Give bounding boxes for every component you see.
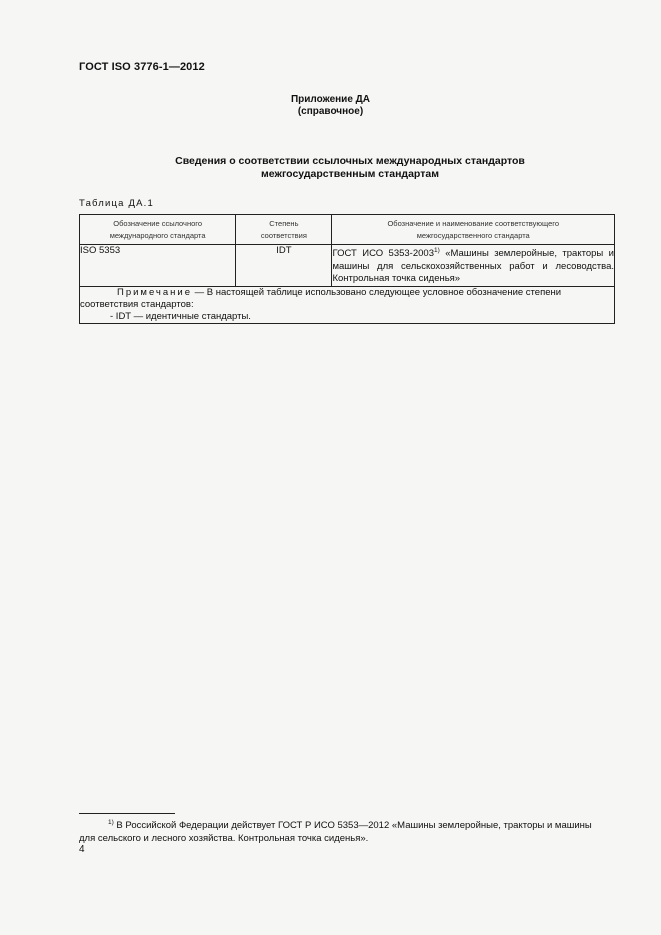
table-note [80, 286, 615, 323]
footnote-separator [79, 813, 175, 814]
page-number: 4 [79, 844, 85, 855]
table-caption: Таблица ДА.1 [79, 198, 154, 209]
header-line: международного стандарта [109, 230, 206, 240]
standard-designation: ГОСТ ISO 3776-1—2012 [79, 61, 205, 73]
footnote [79, 816, 615, 845]
table-header-row [80, 215, 615, 245]
note-text [80, 287, 614, 311]
header-line: Обозначение ссылочного [113, 218, 203, 228]
annex-title: Приложение ДА [290, 94, 371, 105]
note-label: Примечание [117, 286, 192, 298]
cell-degree: IDT [236, 245, 332, 287]
header-international-standard [80, 215, 236, 245]
footnote-text: В Российской Федерации действует ГОСТ Р ИСО 5353—2012 «Машины землеройные, тракторы и машины [113, 820, 592, 832]
footnote-mark[interactable]: 1) [433, 247, 440, 254]
header-interstate-standard [332, 215, 615, 245]
header-line: Обозначение и наименование соответствующего [387, 218, 559, 228]
cell-gost-designation [332, 245, 615, 287]
note-item: - IDT — идентичные стандарты. [110, 310, 251, 322]
header-degree [236, 215, 332, 245]
header-line: межгосударственного стандарта [416, 230, 530, 240]
table-note-row [80, 286, 615, 323]
footnote-line1 [79, 816, 615, 832]
annex-subtitle: (справочное) [297, 106, 364, 117]
section-heading-line1: Сведения о соответствии ссылочных международных стандартов [175, 155, 525, 167]
gost-title: «Машины землеройные, тракторы и машины для сельскохозяйственных работ и лесоводства. Контрольная точка сиденья» [332, 248, 614, 285]
note-body: — В настоящей таблице использовано следующее условное обозначение степени соответствия стандартов: [80, 286, 562, 310]
gost-code: ГОСТ ИСО 5353-2003 [332, 248, 434, 260]
header-line: соответствия [260, 230, 307, 240]
footnote-line2: для сельского и лесного хозяйства. Контрольная точка сиденья». [79, 833, 369, 845]
cell-iso-designation: ISO 5353 [80, 245, 236, 287]
correspondence-table [79, 214, 615, 324]
header-line: Степень [269, 218, 299, 228]
footnote-number: 1) [108, 819, 114, 826]
section-heading-line2: межгосударственным стандартам [261, 168, 439, 180]
table-row [80, 245, 615, 287]
